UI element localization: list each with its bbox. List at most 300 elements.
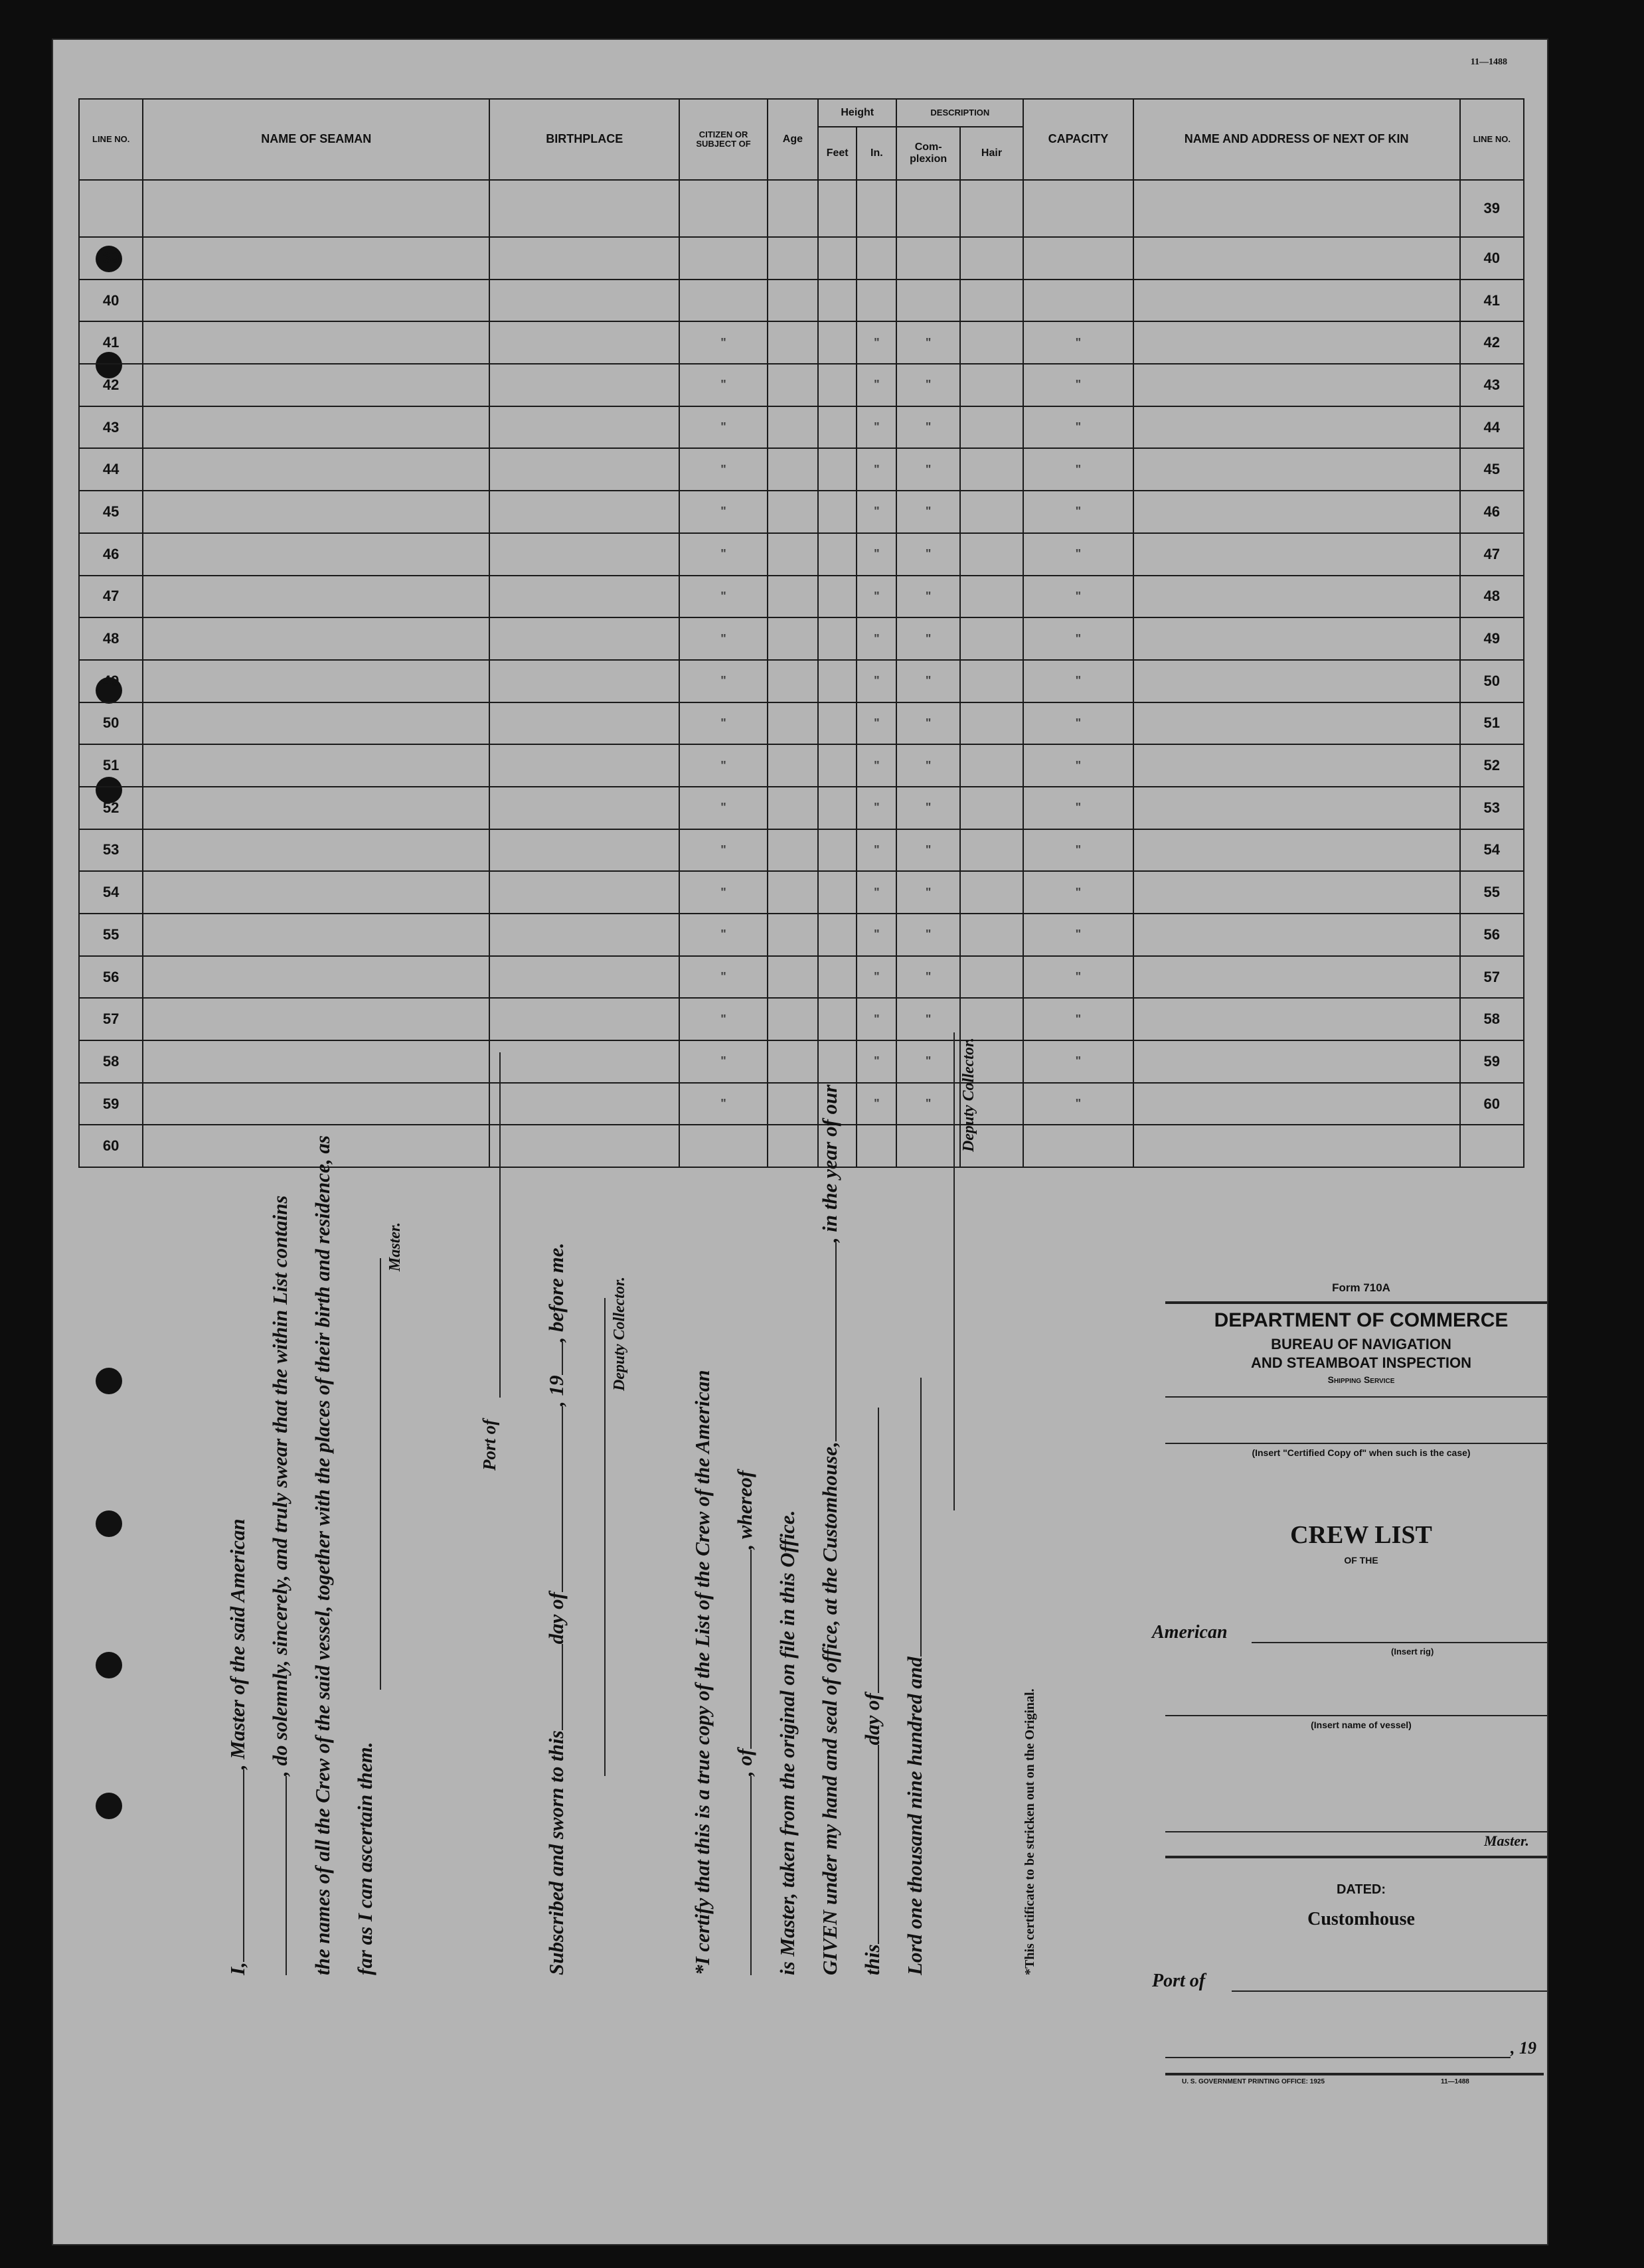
ditto-mark: " [857,491,896,533]
line-number-left: 53 [79,829,143,872]
line-no-right-header: LINE NO. [1460,99,1524,180]
gpo-imprint: U. S. GOVERNMENT PRINTING OFFICE: 1925 [1182,2078,1325,2085]
table-cell [818,364,857,406]
feet-header: Feet [818,127,857,180]
table-cell [1133,829,1460,872]
ditto-mark: " [1023,829,1133,872]
table-cell [489,364,679,406]
table-cell [489,617,679,660]
line-number-left: 49 [79,660,143,702]
line-number-right: 42 [1460,321,1524,364]
form-cover-panel [1152,1235,1548,2065]
punch-hole [96,1510,122,1537]
table-cell [818,617,857,660]
line-number-right: 47 [1460,533,1524,576]
ditto-mark: " [1023,998,1133,1040]
line-number-right: 60 [1460,1083,1524,1125]
table-cell [960,321,1023,364]
birthplace-header: BIRTHPLACE [489,99,679,180]
table-cell [1133,576,1460,618]
table-cell [143,406,489,449]
table-cell [1133,321,1460,364]
table-cell [960,280,1023,322]
table-cell [960,491,1023,533]
certify-line-6: Lord one thousand nine hundred and [903,1378,927,1975]
table-cell [960,702,1023,745]
vessel-name-line [1165,1715,1548,1716]
table-cell [489,660,679,702]
table-cell [768,280,818,322]
line-number-left: 56 [79,956,143,999]
crew-row [79,180,1524,237]
table-cell [143,448,489,491]
ditto-mark: " [1023,617,1133,660]
table-cell [818,321,857,364]
table-cell [960,576,1023,618]
table-cell [143,787,489,829]
hair-header: Hair [960,127,1023,180]
line-number-right: 50 [1460,660,1524,702]
table-cell [818,660,857,702]
table-cell [143,702,489,745]
table-cell [489,787,679,829]
nineteen-label: , 19 [1511,2038,1536,2058]
ditto-mark: " [857,871,896,914]
table-cell [1133,956,1460,999]
table-cell [1133,280,1460,322]
table-cell [679,237,767,280]
ditto-mark: " [1023,787,1133,829]
page-form-number: 11—1488 [1470,57,1507,67]
table-cell [143,829,489,872]
line-number-left: 58 [79,1040,143,1083]
crew-row [79,787,1524,829]
port-of-line [1232,1990,1548,1992]
ditto-mark: " [1023,744,1133,787]
ditto-mark: " [857,956,896,999]
ditto-mark: " [679,364,767,406]
ditto-mark: " [679,1083,767,1125]
table-cell [768,491,818,533]
ditto-mark: " [679,1040,767,1083]
insert-vessel-note: (Insert name of vessel) [1311,1720,1412,1730]
ditto-mark: " [896,617,959,660]
line-number-left: 60 [79,1125,143,1167]
ditto-mark: " [679,914,767,956]
table-cell [768,660,818,702]
table-cell [1133,237,1460,280]
ditto-mark: " [896,660,959,702]
crew-row [79,533,1524,576]
line-number-right: 58 [1460,998,1524,1040]
certify-line-5: thisday of [861,1408,884,1975]
ditto-mark: " [1023,491,1133,533]
of-the-label: OF THE [1344,1555,1378,1566]
ditto-mark: " [896,364,959,406]
line-number-right: 52 [1460,744,1524,787]
table-cell [768,829,818,872]
crew-row [79,406,1524,449]
ditto-mark: " [1023,364,1133,406]
table-cell [1133,787,1460,829]
ditto-mark: " [857,998,896,1040]
table-cell [818,180,857,237]
crew-row [79,448,1524,491]
crew-row [79,829,1524,872]
table-cell [489,829,679,872]
form-number: Form 710A [1332,1281,1390,1294]
crew-row [79,364,1524,406]
ditto-mark: " [679,617,767,660]
table-cell [679,180,767,237]
table-cell [1023,237,1133,280]
line-number-left: 48 [79,617,143,660]
line-number-left [79,180,143,237]
line-number-left: 43 [79,406,143,449]
oath-certificate [226,880,1089,1975]
line-number-left: 51 [79,744,143,787]
date-line [1165,2057,1511,2058]
table-cell [143,280,489,322]
table-cell [1133,660,1460,702]
line-number-right: 53 [1460,787,1524,829]
line-number-right: 39 [1460,180,1524,237]
inches-header: In. [857,127,896,180]
table-cell [679,280,767,322]
table-cell [818,533,857,576]
table-cell [143,617,489,660]
bureau-line-2: AND STEAMBOAT INSPECTION [1250,1354,1472,1371]
ditto-mark: " [1023,914,1133,956]
crew-row [79,237,1524,280]
insert-certified-note: (Insert "Certified Copy of" when such is the case) [1252,1447,1471,1458]
line-number-right: 54 [1460,829,1524,872]
table-cell [489,576,679,618]
ditto-mark: " [857,533,896,576]
ditto-mark: " [857,829,896,872]
ditto-mark: " [679,829,767,872]
table-cell [960,237,1023,280]
ditto-mark: " [1023,406,1133,449]
line-number-left: 41 [79,321,143,364]
ditto-mark: " [896,321,959,364]
table-cell [489,533,679,576]
ditto-mark: " [896,1040,959,1083]
customhouse-label: Customhouse [1307,1909,1415,1929]
ditto-mark: " [1023,871,1133,914]
table-cell [143,321,489,364]
ditto-mark: " [679,871,767,914]
ditto-mark: " [679,998,767,1040]
crew-row [79,702,1524,745]
line-number-left: 55 [79,914,143,956]
table-cell [489,406,679,449]
line-number-right: 41 [1460,280,1524,322]
table-cell [143,237,489,280]
table-cell [818,491,857,533]
ditto-mark: " [1023,660,1133,702]
table-cell [857,180,896,237]
line-number-right: 56 [1460,914,1524,956]
oath-deputy-collector: Deputy Collector. [611,1277,628,1391]
ditto-mark: " [679,448,767,491]
line-number-right: 43 [1460,364,1524,406]
table-cell [143,533,489,576]
punch-hole [96,1652,122,1678]
table-cell [768,237,818,280]
table-cell [768,702,818,745]
crew-row [79,617,1524,660]
table-cell [768,533,818,576]
crew-row [79,321,1524,364]
certificate-footnote: *This certificate to be stricken out on the Original. [1023,1688,1037,1975]
table-cell [489,491,679,533]
table-cell [489,180,679,237]
crew-list-title: CREW LIST [1290,1521,1432,1549]
department-title: DEPARTMENT OF COMMERCE [1214,1309,1509,1331]
ditto-mark: " [896,491,959,533]
table-cell [489,321,679,364]
table-cell [1133,871,1460,914]
ditto-mark: " [857,617,896,660]
bureau-line-1: BUREAU OF NAVIGATION [1271,1336,1451,1352]
american-label: American [1152,1622,1228,1643]
table-cell [1133,998,1460,1040]
table-cell [768,787,818,829]
ditto-mark: " [679,787,767,829]
citizen-header: CITIZEN OR SUBJECT OF [679,99,767,180]
line-number-right: 51 [1460,702,1524,745]
line-number-right: 46 [1460,491,1524,533]
ditto-mark: " [1023,1083,1133,1125]
table-cell [960,787,1023,829]
table-cell [857,280,896,322]
table-cell [1133,448,1460,491]
table-cell [768,180,818,237]
certify-line: *I certify that this is a true copy of the List of the Crew of the American [691,1370,714,1975]
ditto-mark: " [1023,576,1133,618]
line-number-left: 47 [79,576,143,618]
ditto-mark: " [857,744,896,787]
ditto-mark: " [896,533,959,576]
ditto-mark: " [857,364,896,406]
certify-line-4: GIVEN under my hand and seal of office, at the Customhouse,, in the year of our [818,1084,841,1975]
table-cell [818,702,857,745]
line-number-right: 49 [1460,617,1524,660]
ditto-mark: " [1023,1040,1133,1083]
line-number-left: 54 [79,871,143,914]
table-cell [1133,491,1460,533]
ditto-mark: " [679,491,767,533]
table-cell [768,744,818,787]
complexion-header: Com-plexion [896,127,959,180]
oath-line-4: far as I can ascertain them. [353,1742,376,1975]
ditto-mark: " [1023,533,1133,576]
certify-line-2: , of, whereof [733,1471,757,1975]
table-cell [960,617,1023,660]
table-cell [489,448,679,491]
line-number-left: 50 [79,702,143,745]
table-cell [1023,180,1133,237]
line-number-left: 45 [79,491,143,533]
table-cell [1133,364,1460,406]
certify-deputy-collector: Deputy Collector. [960,1038,977,1152]
oath-subscribed-line: Subscribed and sworn to thisday of, 19, before me. [544,1242,568,1975]
table-cell [960,180,1023,237]
ditto-mark: " [857,576,896,618]
table-cell [818,829,857,872]
table-cell [960,364,1023,406]
punch-hole [96,1368,122,1394]
table-cell [143,491,489,533]
crew-list-page [52,39,1548,2245]
capacity-header: CAPACITY [1023,99,1133,180]
crew-row [79,280,1524,322]
table-cell [143,576,489,618]
ditto-mark: " [1023,448,1133,491]
shipping-service: Shipping Service [1327,1374,1395,1385]
table-cell [896,237,959,280]
ditto-mark: " [679,660,767,702]
name-of-seaman-header: NAME OF SEAMAN [143,99,489,180]
table-cell [489,237,679,280]
vessel-name-blank [286,1776,287,1975]
table-cell [960,660,1023,702]
height-header: Height [818,99,896,127]
table-cell [818,787,857,829]
ditto-mark: " [1023,321,1133,364]
table-cell [857,237,896,280]
ditto-mark: " [896,914,959,956]
table-cell [768,576,818,618]
table-cell [1133,533,1460,576]
ditto-mark: " [857,406,896,449]
line-number-left: 57 [79,998,143,1040]
ditto-mark: " [679,744,767,787]
line-number-left: 44 [79,448,143,491]
line-number-right: 57 [1460,956,1524,999]
deputy-collector-line [604,1298,606,1776]
table-cell [818,576,857,618]
line-number-left: 39 [79,237,143,280]
ditto-mark: " [896,576,959,618]
table-cell [896,280,959,322]
line-number-right [1460,1125,1524,1167]
table-cell [143,744,489,787]
table-cell [960,744,1023,787]
table-cell [143,364,489,406]
ditto-mark: " [896,1083,959,1125]
ditto-mark: " [857,702,896,745]
table-cell [1133,702,1460,745]
table-cell [818,448,857,491]
table-cell [1133,1125,1460,1167]
ditto-mark: " [896,787,959,829]
port-of-label: Port of [1152,1971,1206,1991]
oath-master-of: , Master of the said American [226,1518,249,1770]
table-cell [818,406,857,449]
ditto-mark: " [679,956,767,999]
ditto-mark: " [896,744,959,787]
table-cell [896,180,959,237]
ditto-mark: " [857,787,896,829]
oath-line-3: the names of all the Crew of the said vessel, together with the places of their birth and residence, as [311,1135,334,1975]
ditto-mark: " [679,321,767,364]
line-number-right: 59 [1460,1040,1524,1083]
ditto-mark: " [679,533,767,576]
ditto-mark: " [1023,956,1133,999]
ditto-mark: " [1023,702,1133,745]
line-number-right: 48 [1460,576,1524,618]
ditto-mark: " [857,1040,896,1083]
table-cell [1133,617,1460,660]
line-number-left: 52 [79,787,143,829]
line-number-left: 40 [79,280,143,322]
ditto-mark: " [857,914,896,956]
table-cell [1133,180,1460,237]
insert-rig-note: (Insert rig) [1391,1647,1434,1657]
table-cell [818,280,857,322]
table-cell [489,280,679,322]
table-cell [1133,1040,1460,1083]
table-cell [1133,1083,1460,1125]
table-cell [1133,406,1460,449]
oath-line-2: , do solemnly, sincerely, and truly swear that the within List contains [268,1196,292,1975]
table-cell [960,448,1023,491]
crew-row [79,491,1524,533]
ditto-mark: " [896,871,959,914]
table-cell [960,406,1023,449]
ditto-mark: " [896,448,959,491]
gpo-form-number: 11—1488 [1441,2078,1469,2085]
table-cell [768,448,818,491]
line-number-right: 44 [1460,406,1524,449]
table-cell [768,364,818,406]
table-cell [1133,744,1460,787]
rig-blank [1252,1642,1548,1643]
line-number-left: 46 [79,533,143,576]
ditto-mark: " [857,660,896,702]
ditto-mark: " [857,1083,896,1125]
ditto-mark: " [896,956,959,999]
line-no-header: LINE NO. [79,99,143,180]
ditto-mark: " [679,406,767,449]
ditto-mark: " [857,321,896,364]
table-cell [768,321,818,364]
master-signature-line [380,1258,381,1690]
next-of-kin-header: NAME AND ADDRESS OF NEXT OF KIN [1133,99,1460,180]
ditto-mark: " [896,829,959,872]
table-cell [489,702,679,745]
table-cell [768,617,818,660]
ditto-mark: " [857,448,896,491]
table-cell [1023,280,1133,322]
table-cell [960,829,1023,872]
certify-line-3: is Master, taken from the original on file in this Office. [776,1510,799,1975]
ditto-mark: " [679,576,767,618]
ditto-mark: " [896,406,959,449]
table-cell [143,660,489,702]
ditto-mark: " [896,702,959,745]
table-cell [768,406,818,449]
table-cell [818,744,857,787]
oath-line-1 [226,1518,250,1975]
line-number-right: 45 [1460,448,1524,491]
age-header: Age [768,99,818,180]
table-cell [143,180,489,237]
ditto-mark: " [679,702,767,745]
punch-hole [96,1793,122,1819]
